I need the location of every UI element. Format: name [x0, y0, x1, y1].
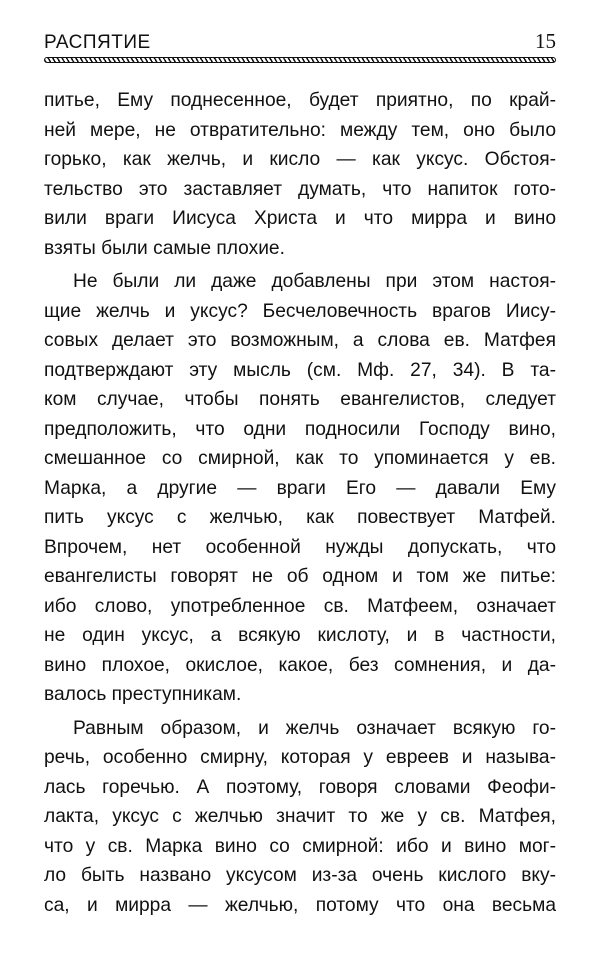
running-title: РАСПЯТИЕ [44, 32, 151, 53]
text-line: ней мере, не отвратительно: между тем, оно было [44, 119, 556, 141]
text-line: смешанное со смирной, как то упоминается у ев. [44, 448, 556, 469]
text-line: Равным образом, и желчь означает всякую го- [73, 717, 556, 739]
text-line: щие желчь и уксус? Бесчеловечность врагов Иису- [44, 300, 556, 322]
decorative-rope-rule [44, 57, 556, 63]
text-line: речь, особенно смирну, которая у евреев и называ- [44, 747, 556, 768]
text-line: валось преступникам. [44, 684, 242, 705]
text-line: не один уксус, а всякую кислоту, и в частности, [44, 625, 556, 646]
text-line: евангелисты говорят не об одном и том же питье: [44, 566, 556, 587]
text-line: ибо слово, употребленное св. Матфеем, означает [44, 595, 556, 617]
text-line: ком случае, чтобы понять евангелистов, следует [44, 389, 556, 410]
text-line: са, и мирра — желчью, потому что она весьма [44, 894, 556, 916]
text-line: лась горечью. А поэтому, говоря словами Феофи- [44, 776, 556, 798]
text-line: ло быть названо уксусом из-за очень кислого вку- [44, 865, 556, 886]
text-line: пить уксус с желчью, как повествует Матфей. [44, 507, 556, 528]
page-header [44, 24, 556, 54]
text-line: предположить, что одни подносили Господу вино, [44, 418, 556, 440]
body-text [44, 86, 556, 920]
paragraph-2 [44, 267, 556, 710]
paragraph-3 [44, 714, 556, 921]
text-line: что у св. Марка вино со смирной: ибо и вино мог- [44, 835, 556, 857]
text-line: горько, как желчь, и кисло — как уксус. Обстоя- [44, 149, 556, 170]
text-line: взяты были самые плохие. [44, 237, 285, 259]
text-line: вино плохое, окислое, какое, без сомнения, и да- [44, 654, 556, 676]
text-line: подтверждают эту мысль (см. Мф. 27, 34). В та- [44, 359, 556, 381]
text-line: Не были ли даже добавлены при этом настоя- [73, 271, 556, 292]
text-line: тельство это заставляет думать, что напиток гото- [44, 178, 556, 200]
page-number: 15 [535, 29, 556, 53]
text-line: Впрочем, нет особенной нужды допускать, что [44, 536, 556, 558]
text-line: совых делает это возможным, а слова ев. Матфея [44, 330, 556, 351]
text-line: питье, Ему поднесенное, будет приятно, по край- [44, 90, 556, 111]
text-line: Марка, а другие — враги Его — давали Ему [44, 477, 556, 499]
text-line: вили враги Иисуса Христа и что мирра и вино [44, 208, 556, 229]
paragraph-1 [44, 86, 556, 263]
text-line: лакта, уксус с желчью значит то же у св. Матфея, [44, 806, 556, 827]
